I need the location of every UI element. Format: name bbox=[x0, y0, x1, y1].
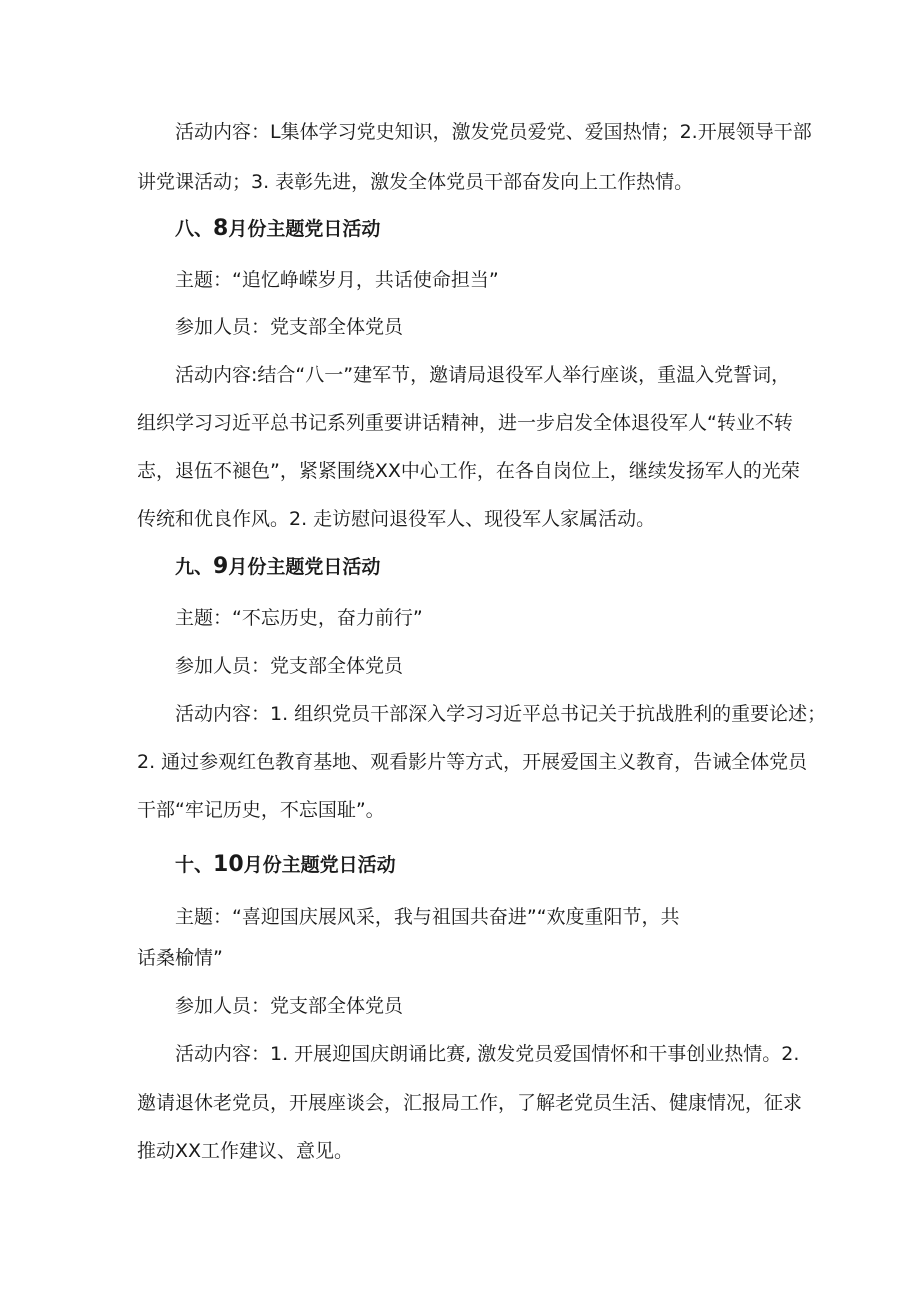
section-content-october-line-2: 邀请退休老党员，开展座谈会，汇报局工作，了解老党员生活、健康情况，征求 bbox=[137, 1092, 803, 1114]
section-content-august-line-3: 志，退伍不褪色”，紧紧围绕XX中心工作，在各自岗位上，继续发扬军人的光荣 bbox=[137, 460, 800, 482]
section-content-september-line-2: 2. 通过参观红色教育基地、观看影片等方式，开展爱国主义教育，告诫全体党员 bbox=[137, 751, 808, 773]
heading-number: 9 bbox=[213, 554, 229, 579]
section-content-august-line-1: 活动内容:结合“八一”建军节，邀请局退役军人举行座谈，重温入党誓词， bbox=[175, 364, 791, 386]
section-content-september-line-1: 活动内容：1. 组织党员干部深入学习习近平总书记关于抗战胜利的重要论述； bbox=[175, 703, 827, 725]
section-participants-october: 参加人员：党支部全体党员 bbox=[175, 995, 404, 1017]
section-content-august-line-2: 组织学习习近平总书记系列重要讲话精神，进一步启发全体退役军人“转业不转 bbox=[137, 412, 793, 434]
section-content-october-line-3: 推动XX工作建议、意见。 bbox=[137, 1140, 354, 1162]
heading-suffix: 月份主题党日活动 bbox=[228, 556, 381, 578]
section-theme-august: 主题：“追忆峥嵘岁月，共话使命担当” bbox=[175, 269, 499, 291]
heading-prefix: 九、 bbox=[175, 556, 214, 578]
section-content-september-line-3: 干部“牢记历史，不忘国耻”。 bbox=[137, 799, 385, 821]
section-content-august-line-4: 传统和优良作风。2. 走访慰问退役军人、现役军人家属活动。 bbox=[137, 508, 656, 530]
section-heading-september bbox=[175, 554, 380, 580]
section-heading-october bbox=[175, 852, 396, 878]
section-participants-august: 参加人员：党支部全体党员 bbox=[175, 316, 404, 338]
section-theme-october-line-1: 主题：“喜迎国庆展风采，我与祖国共奋进”“欢度重阳节，共 bbox=[175, 906, 680, 928]
heading-number: 8 bbox=[213, 216, 229, 241]
heading-number: 10 bbox=[213, 852, 244, 877]
intro-content-line-2: 讲党课活动；3. 表彰先进，激发全体党员干部奋发向上工作热情。 bbox=[137, 171, 694, 193]
section-theme-september: 主题：“不忘历史，奋力前行” bbox=[175, 607, 423, 629]
section-heading-august bbox=[175, 216, 380, 242]
heading-prefix: 十、 bbox=[175, 854, 214, 876]
heading-suffix: 月份主题党日活动 bbox=[228, 218, 381, 240]
intro-content-line-1: 活动内容：L集体学习党史知识，激发党员爱党、爱国热情；2.开展领导干部 bbox=[175, 121, 812, 143]
section-participants-september: 参加人员：党支部全体党员 bbox=[175, 655, 404, 677]
section-content-october-line-1: 活动内容：1. 开展迎国庆朗诵比赛, 激发党员爱国情怀和干事创业热情。2. bbox=[175, 1043, 800, 1065]
section-theme-october-line-2: 话桑榆情” bbox=[137, 947, 223, 969]
heading-suffix: 月份主题党日活动 bbox=[243, 854, 396, 876]
heading-prefix: 八、 bbox=[175, 218, 214, 240]
